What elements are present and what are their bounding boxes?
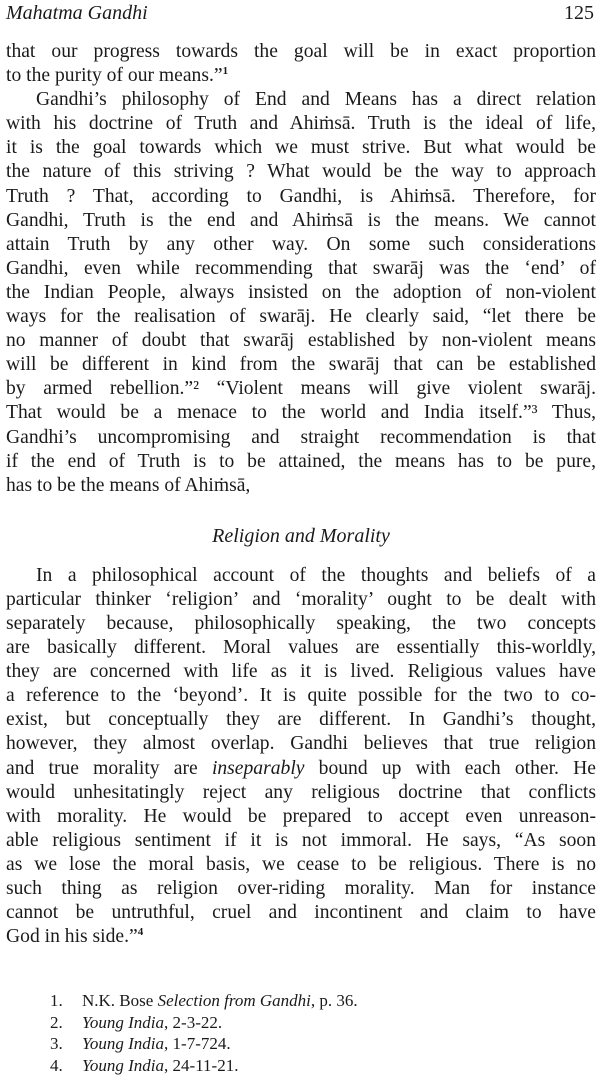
text-line: Gandhi’s philosophy of End and Means has a direct relation: [36, 89, 596, 111]
text-line: Gandhi’s uncompromising and straight recommendation is that: [6, 426, 596, 448]
text-line: a reference to the ‘beyond’. It is quite possible for the two to co-: [6, 685, 596, 707]
text-line: Gandhi, even while recommending that swarāj was the ‘end’ of: [6, 257, 596, 279]
footnote-2: 2. Young India, 2-3-22.: [50, 1012, 223, 1032]
running-head: [6, 0, 594, 30]
text-line: particular thinker ‘religion’ and ‘morality’ ought to be dealt with: [6, 588, 596, 610]
paragraph-1: [6, 40, 596, 88]
text-line: that our progress towards the goal will be in exact proportion: [6, 41, 596, 62]
footnote-4: 4. Young India, 24-11-21.: [50, 1055, 239, 1075]
text-line: will be different in kind from the swarāj that can be established: [6, 354, 596, 376]
text-line: would unhesitatingly reject any religious doctrine that conflicts: [6, 781, 596, 803]
text-line: the Indian People, always insisted on the adoption of non-violent: [6, 281, 596, 303]
text-line: with morality. He would be prepared to accept even unreason-: [6, 805, 596, 827]
text-line: as we lose the moral basis, we cease to be religious. There is no: [6, 853, 596, 875]
text-line: God in his side.”$^4$: [6, 926, 144, 948]
text-line: Truth ? That, according to Gandhi, is Ahiṁsā. Therefore, for: [6, 185, 596, 207]
text-line: exist, but conceptually they are different. In Gandhi’s thought,: [6, 709, 596, 731]
text-line: the nature of this striving ? What would be the way to approach: [6, 161, 596, 183]
text-line: no manner of doubt that swarāj established by non-violent means: [6, 330, 596, 352]
footnote-1: 1. N.K. Bose Selection from Gandhi, p. 36.: [50, 991, 358, 1010]
text-line: ways for the realisation of swarāj. He clearly said, “let there be: [6, 306, 596, 328]
text-line: are basically different. Moral values are essentially this-worldly,: [6, 637, 596, 659]
footnote-3: 3. Young India, 1-7-724.: [50, 1034, 231, 1053]
text-line: if the end of Truth is to be attained, the means has to be pure,: [6, 450, 596, 472]
text-line: In a philosophical account of the thoughts and beliefs of a: [36, 564, 596, 586]
emphasis: inseparably: [211, 757, 305, 779]
text-line: it is the goal towards which we must strive. But what would be: [6, 137, 596, 159]
page-body: [6, 40, 596, 949]
text-line: however, they almost overlap. Gandhi believes that true religion: [6, 733, 596, 755]
footnote-ref: 4: [137, 926, 144, 939]
text-line: able religious sentiment if it is not immoral. He says, “As soon: [6, 829, 596, 851]
running-head-title: Mahatma Gandhi: [6, 2, 148, 24]
paragraph-2: [6, 88, 596, 498]
text-line: such thing as religion over-riding morality. Man for instance: [6, 878, 596, 899]
text-line: and true morality are inseparably bound up with each other. He: [6, 757, 596, 779]
text-line: attain Truth by any other way. On some such considerations: [6, 233, 596, 255]
page-number: 125: [564, 2, 594, 24]
text-line: they are concerned with life as it is lived. Religious values have: [6, 661, 596, 683]
text-line: Gandhi, Truth is the end and Ahiṁsā is the means. We cannot: [6, 209, 596, 231]
text-line: by armed rebellion.”² “Violent means will give violent swarāj.: [6, 378, 596, 400]
footnotes: [50, 990, 358, 1076]
footnote-ref: 1: [222, 65, 229, 78]
text-line: separately because, philosophically speaking, the two concepts: [6, 612, 596, 634]
text-line: with his doctrine of Truth and Ahiṁsā. Truth is the ideal of life,: [6, 113, 596, 135]
text-line: to the purity of our means.”$^1$: [6, 65, 229, 87]
text-line: has to be the means of Ahiṁsā,: [6, 474, 251, 496]
paragraph-3: [6, 564, 596, 950]
text-line: That would be a menace to the world and India itself.”³ Thus,: [6, 402, 596, 424]
text-line: cannot be untruthful, cruel and incontinent and claim to have: [6, 902, 596, 924]
section-heading: Religion and Morality: [212, 524, 390, 547]
